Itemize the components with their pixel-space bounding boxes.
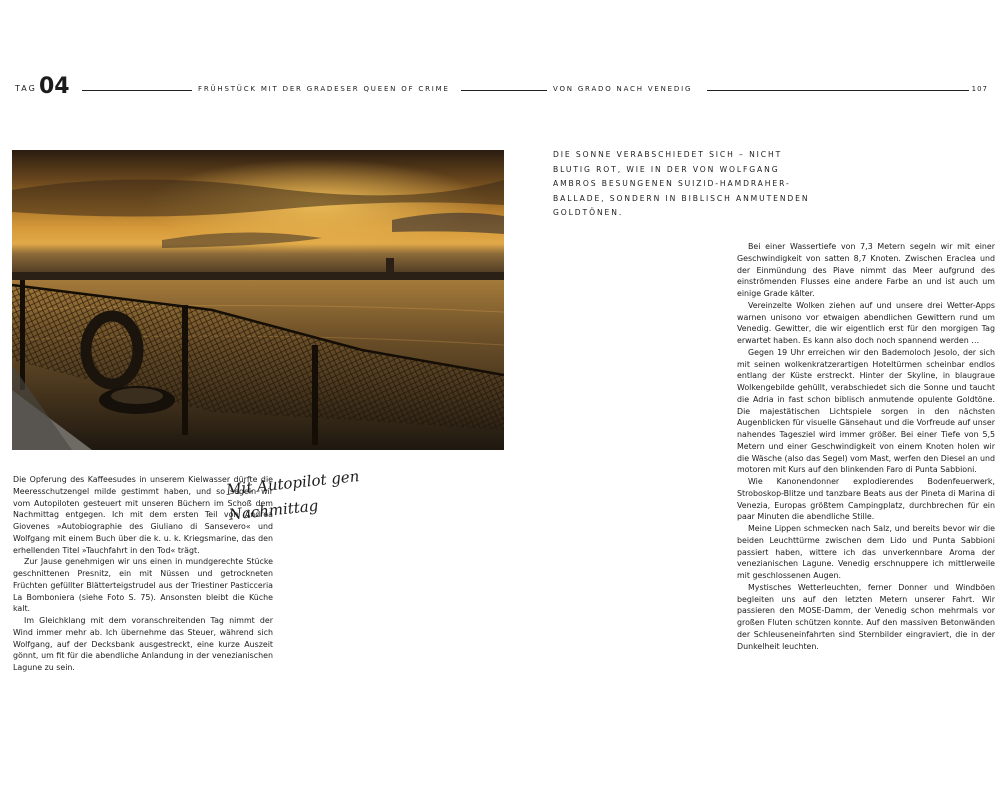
caption-line: Nachmittag xyxy=(227,496,320,524)
paragraph: Vereinzelte Wolken ziehen auf und unsere drei Wetter-Apps warnen unisono vor etwaigen abendlichen Gewittern rund um Venedig. Gewitter, die wir eigentlich erst für den morgigen Tag erwartet haben. Es kann also doch noch spannend werden … xyxy=(737,300,995,345)
paragraph: Zur Jause genehmigen wir uns einen in mundgerechte Stücke geschnittenen Presnitz, ein mit Nüssen und getrockneten Früchten gefüllter Blätterteigstrudel aus der Triestiner Pasticceria La Bomboniera (siehe Foto S. 75). Ansonsten bleibt die Küche kalt. xyxy=(13,557,273,614)
header-rule-2 xyxy=(461,90,547,91)
right-text-column xyxy=(737,241,995,652)
running-header xyxy=(0,0,1000,120)
day-number: 04 xyxy=(39,74,70,99)
paragraph: Mystisches Wetterleuchten, ferner Donner und Windböen begleiten uns auf den letzten Metern unserer Fahrt. Wir passieren den MOSE-Damm, der Venedig schon mehrmals vor großen Fluten schützen konnte. Auf den massiven Betonwänden der Schleuseneinfahrten sind Sternbilder eingraviert, die in der Dunkelheit leuchten. xyxy=(737,582,995,651)
sunset-photo xyxy=(12,150,504,450)
left-text-column xyxy=(13,474,273,674)
sunset-illustration xyxy=(12,150,504,450)
page-number: 107 xyxy=(971,85,988,93)
paragraph: Wie Kanonendonner explodierendes Bodenfeuerwerk, Stroboskop-Blitze und tanzbare Beats aus der Pineta di Marina di Venezia, Europas größtem Campingplatz, durchbrechen für ein paar Minuten die abendliche Stille. xyxy=(737,477,995,522)
day-label: TAG xyxy=(15,84,37,93)
paragraph: Gegen 19 Uhr erreichen wir den Bademoloch Jesolo, der sich mit seinen wolkenkratzerartigen Hoteltürmen scheinbar endlos entlang der Küste erstreckt. Hinter der Skyline, in blaugraue Wolkengebilde gehüllt, verabschiedet sich die Sonne und taucht die Adria in fast schon biblisch anmutende opulente Goldtöne. Die majestätischen Lichtspiele sorgen in den nächsten Augenblicken für visuelle Gänsehaut und die Vorfreude auf unser nahendes Tagesziel wird immer größer. Bei einer Tiefe von 5,5 Metern und einer Geschwindigkeit von einem Knoten holen wir die Wäsche (also das Segel) vom Mast, werfen den Diesel an und motoren mit Kurs auf den blinkenden Faro di Punta Sabbioni. xyxy=(737,347,995,475)
pull-quote: DIE SONNE VERABSCHIEDET SICH – NICHT BLUTIG ROT, WIE IN DER VON WOLFGANG AMBROS BESUNGENEN SUIZID-HAMDRAHER-BALLADE, SONDERN IN BIBLISCH ANMUTENDEN GOLDTÖNEN. xyxy=(553,150,810,218)
paragraph: Meine Lippen schmecken nach Salz, und bereits bevor wir die beiden Leuchttürme zwischen dem Lido und Punta Sabbioni passiert haben, wittere ich das unverkennbare Aroma der venezianischen Lagune. Venedig erschnuppere ich mittlerweile mit geschlossenen Augen. xyxy=(737,524,995,580)
route-title: VON GRADO NACH VENEDIG xyxy=(553,85,693,93)
paragraph: Im Gleichklang mit dem voranschreitenden Tag nimmt der Wind immer mehr ab. Ich übernehme das Steuer, während sich Wolfgang, auf der Decksbank ausgestreckt, eine kurze Auszeit gönnt, um fit für die abendliche Anlandung in der venezianischen Lagune zu sein. xyxy=(13,616,273,672)
paragraph: Die Opferung des Kaffeesudes in unserem Kielwasser dürfte die Meeresschutzengel milde gestimmt haben, und so segeln wir vom Autopiloten gesteuert mit unseren Büchern im Schoß dem Nachmittag entgegen. Ich mit dem ersten Teil von Andrea Giovenes »Autobiographie des Giuliano di Sansevero« und Wolfgang mit einem Buch über die k. u. k. Kriegsmarine, das den erhellenden Titel »Tauchfahrt in den Tod« trägt. xyxy=(13,475,273,555)
chapter-title: FRÜHSTÜCK MIT DER GRADESER QUEEN OF CRIME xyxy=(198,85,450,93)
paragraph: Bei einer Wassertiefe von 7,3 Metern segeln wir mit einer Geschwindigkeit von satten 8,7 Knoten. Zwischen Eraclea und der Einmündung des Piave nimmt das Meer aufgrund des einströmenden Flusses eine andere Farbe an und ist auch um einige Grade kälter. xyxy=(737,242,995,298)
header-rule-1 xyxy=(82,90,192,91)
caption-line: Mit Autopilot gen xyxy=(225,467,361,499)
header-rule-3 xyxy=(707,90,969,91)
